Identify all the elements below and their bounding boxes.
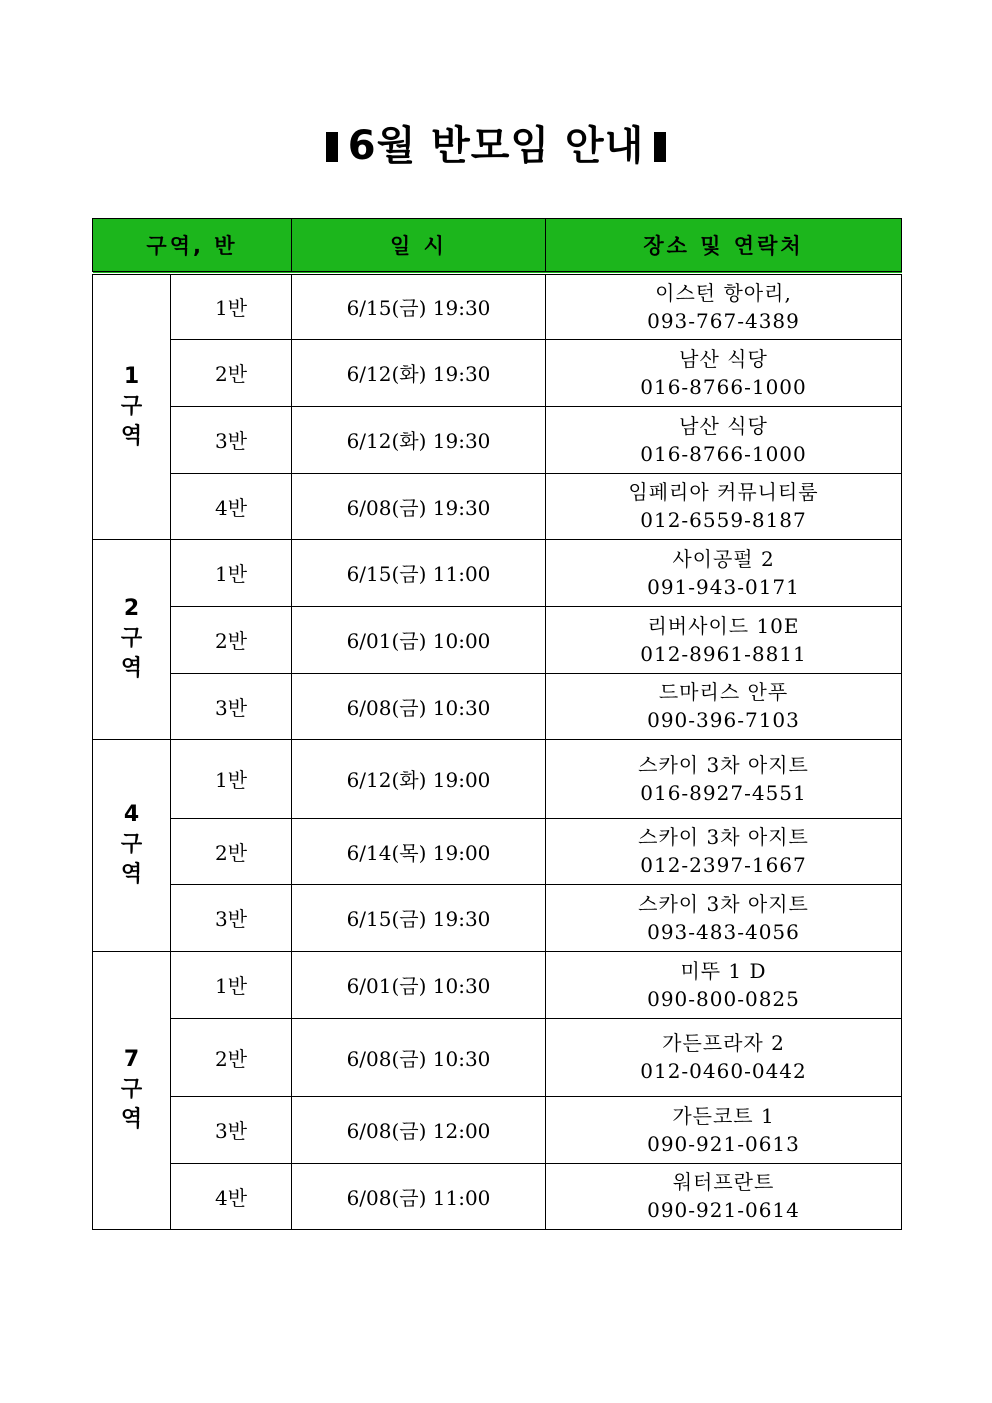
header-datetime: 일 시 (292, 219, 546, 274)
group-cell: 3반 (171, 1096, 292, 1163)
datetime-cell: 6/08(금) 12:00 (292, 1096, 546, 1163)
phone-number: 012-6559-8187 (640, 508, 807, 532)
place-name: 이스턴 항아리, (655, 280, 792, 305)
zone-label-number: 7 (123, 1047, 140, 1072)
table-row (93, 539, 902, 606)
group-cell: 2반 (171, 1018, 292, 1096)
group-cell: 1반 (171, 539, 292, 606)
phone-number: 091-943-0171 (647, 574, 800, 599)
datetime-cell: 6/14(목) 19:00 (292, 818, 546, 884)
datetime-cell: 6/12(화) 19:00 (292, 739, 546, 818)
phone-number: 090-800-0825 (647, 986, 800, 1011)
datetime-cell: 6/08(금) 11:00 (292, 1163, 546, 1229)
place-contact-cell (546, 673, 902, 739)
phone-number: 093-483-4056 (647, 919, 800, 944)
zone-cell (93, 273, 171, 539)
phone-number: 090-921-0613 (647, 1131, 800, 1156)
zone-cell (93, 539, 171, 739)
zone-label-char1: 구 (120, 626, 143, 651)
place-contact-cell (546, 473, 902, 539)
header-zone-group: 구역, 반 (93, 219, 292, 274)
datetime-cell: 6/08(금) 10:30 (292, 1018, 546, 1096)
group-cell: 1반 (171, 273, 292, 339)
schedule-body (93, 273, 902, 1229)
zone-label-char2: 역 (120, 1107, 143, 1132)
datetime-cell: 6/15(금) 19:30 (292, 273, 546, 339)
place-contact-cell (546, 1096, 902, 1163)
datetime-cell: 6/12(화) 19:30 (292, 406, 546, 473)
group-cell: 3반 (171, 406, 292, 473)
table-row (93, 273, 902, 339)
place-contact-cell (546, 818, 902, 884)
zone-label-char1: 구 (120, 393, 143, 419)
group-cell: 1반 (171, 739, 292, 818)
phone-number: 012-0460-0442 (640, 1059, 807, 1083)
table-row (93, 1096, 902, 1163)
place-name: 스카이 3차 아지트 (638, 891, 809, 916)
datetime-cell: 6/15(금) 11:00 (292, 539, 546, 606)
place-name: 스카이 3차 아지트 (638, 752, 809, 777)
title-bar-right (654, 132, 666, 162)
datetime-cell: 6/12(화) 19:30 (292, 339, 546, 406)
zone-label-char2: 역 (120, 656, 143, 681)
table-row (93, 818, 902, 884)
zone-cell (93, 739, 171, 951)
zone-label-number: 2 (123, 596, 140, 621)
group-cell: 3반 (171, 884, 292, 951)
place-name: 스카이 3차 아지트 (638, 825, 809, 849)
header-place-contact: 장소 및 연락처 (546, 219, 902, 274)
table-row (93, 951, 902, 1018)
place-name: 사이공펄 2 (672, 546, 775, 571)
place-contact-cell (546, 884, 902, 951)
group-cell: 2반 (171, 606, 292, 673)
place-contact-cell (546, 273, 902, 339)
datetime-cell: 6/15(금) 19:30 (292, 884, 546, 951)
phone-number: 016-8766-1000 (640, 374, 807, 399)
phone-number: 090-921-0614 (647, 1198, 800, 1222)
phone-number: 090-396-7103 (647, 708, 800, 732)
zone-label-number: 4 (123, 802, 140, 827)
table-row (93, 673, 902, 739)
zone-label-number: 1 (123, 363, 140, 389)
group-cell: 2반 (171, 818, 292, 884)
group-cell: 2반 (171, 339, 292, 406)
place-name: 워터프란트 (672, 1170, 775, 1194)
table-row (93, 739, 902, 818)
place-contact-cell (546, 739, 902, 818)
phone-number: 012-8961-8811 (640, 641, 807, 666)
datetime-cell: 6/08(금) 10:30 (292, 673, 546, 739)
table-row (93, 473, 902, 539)
place-contact-cell (546, 339, 902, 406)
table-row (93, 1163, 902, 1229)
title-bar-left (326, 132, 338, 162)
table-row (93, 1018, 902, 1096)
place-contact-cell (546, 539, 902, 606)
place-contact-cell (546, 406, 902, 473)
datetime-cell: 6/08(금) 19:30 (292, 473, 546, 539)
table-header-row (93, 219, 902, 274)
zone-label-char2: 역 (120, 423, 143, 449)
table-row (93, 884, 902, 951)
place-name: 가든코트 1 (672, 1103, 775, 1128)
place-name: 남산 식당 (679, 346, 768, 371)
zone-label-char1: 구 (120, 1077, 143, 1102)
place-name: 리버사이드 10E (647, 613, 800, 638)
phone-number: 093-767-4389 (647, 308, 800, 333)
title-text: 6월 반모임 안내 (347, 123, 645, 169)
place-name: 미뚜 1 D (680, 958, 767, 983)
group-cell: 4반 (171, 1163, 292, 1229)
place-name: 임페리아 커뮤니티룸 (628, 480, 819, 504)
zone-label-char2: 역 (120, 862, 143, 887)
table-row (93, 606, 902, 673)
place-name: 남산 식당 (679, 413, 768, 438)
phone-number: 012-2397-1667 (640, 853, 807, 877)
place-name: 가든프라자 2 (662, 1031, 785, 1055)
table-row (93, 406, 902, 473)
schedule-table (92, 218, 902, 1230)
group-cell: 4반 (171, 473, 292, 539)
zone-cell (93, 951, 171, 1229)
group-cell: 3반 (171, 673, 292, 739)
place-contact-cell (546, 606, 902, 673)
place-contact-cell (546, 1018, 902, 1096)
page-title (0, 118, 992, 174)
datetime-cell: 6/01(금) 10:30 (292, 951, 546, 1018)
zone-label-char1: 구 (120, 832, 143, 857)
place-contact-cell (546, 951, 902, 1018)
place-contact-cell (546, 1163, 902, 1229)
place-name: 드마리스 안푸 (658, 680, 789, 704)
group-cell: 1반 (171, 951, 292, 1018)
phone-number: 016-8927-4551 (640, 780, 807, 805)
table-row (93, 339, 902, 406)
datetime-cell: 6/01(금) 10:00 (292, 606, 546, 673)
phone-number: 016-8766-1000 (640, 441, 807, 466)
